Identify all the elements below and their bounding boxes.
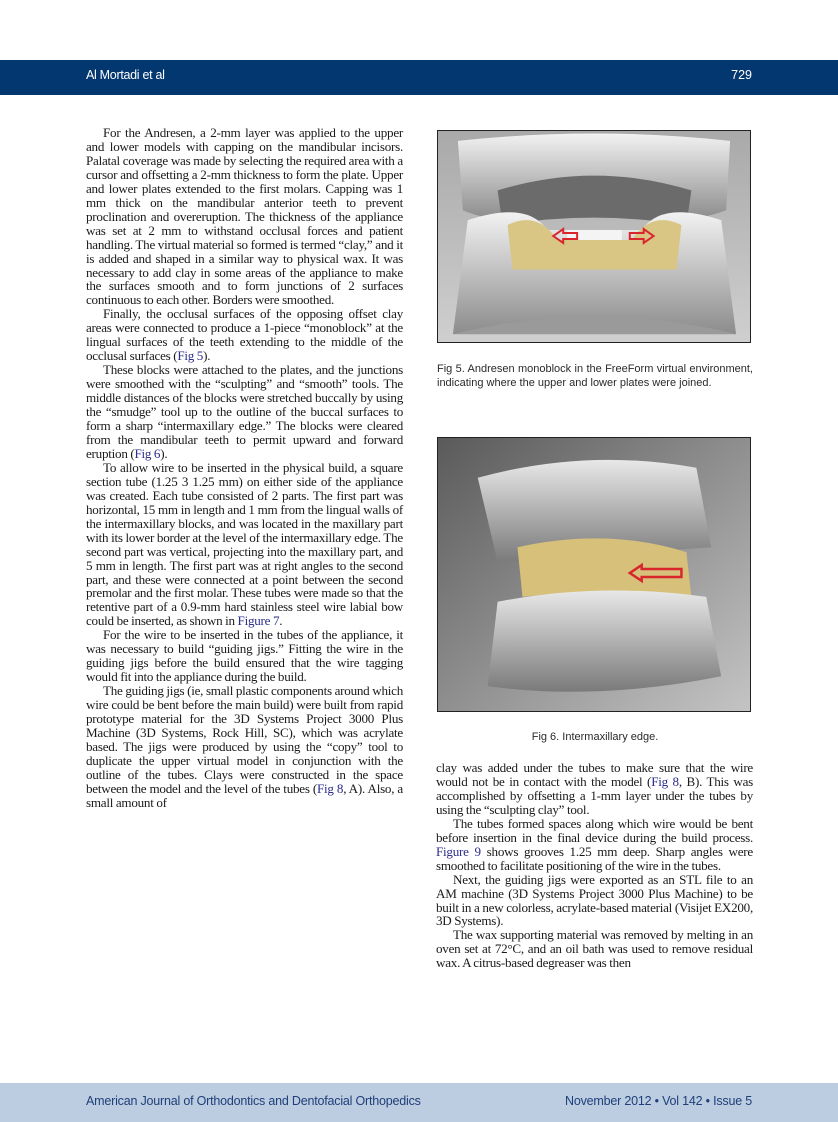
left-column [86,126,403,810]
text: Finally, the occlusal surfaces of the opposing offset clay areas were connected to produce a 1-piece “monoblock” at the lingual surfaces of the teeth extending to the middle of the occlusal surfaces ( [86,306,403,364]
fig8-link[interactable]: Fig 8 [651,773,679,789]
paragraph: The wax supporting material was removed by melting in an oven set at 72°C, and an oil bath was used to remove residual wax. A citrus-based degreaser was then [436,927,753,971]
figure-5-image [437,130,751,343]
paragraph [86,363,403,461]
paragraph: Next, the guiding jigs were exported as an STL file to an AM machine (3D Systems Project 3000 Plus Machine) to be built in a new colorless, acrylate-based material (Visijet EX200, 3D Systems). [436,871,753,929]
paragraph [436,817,753,873]
page-number: 729 [731,68,752,82]
text: . [279,613,283,629]
figure-6-caption: Fig 6. Intermaxillary edge. [531,731,659,743]
journal-name: American Journal of Orthodontics and Dentofacial Orthopedics [86,1094,421,1108]
paragraph: For the wire to be inserted in the tubes of the appliance, it was necessary to build “guiding jigs.” Fitting the wire in the guiding jigs before the build ensured that the wire tagging would fit into the appliance during the build. [86,627,403,685]
paragraph [436,761,753,817]
issue-info: November 2012 • Vol 142 • Issue 5 [565,1094,752,1108]
fig5-link[interactable]: Fig 5 [177,348,204,364]
text: ). [160,445,168,461]
figure9-link[interactable]: Figure 9 [436,843,481,859]
text: shows grooves 1.25 mm deep. Sharp angles were smoothed to facilitate positioning of the wire in the tubes. [436,843,753,873]
fig6-link[interactable]: Fig 6 [134,445,161,461]
paragraph [86,307,403,363]
figure7-link[interactable]: Figure 7 [237,613,280,629]
right-column [436,761,753,970]
text: To allow wire to be inserted in the physical build, a square section tube (1.25 3 1.25 mm) on either side of the appliance was created. Each tube consisted of 2 parts. The first part was horizontal, 15 mm in length and 1 mm from the lingual walls of the intermaxillary blocks, and was located in the maxillary part with its lower border at the level of the intermaxillary edge. The second part was vertical, projecting into the maxillary part, and 5 mm in length. The first part was at right angles to the second part, and these were connected at a point between the second premolar and the first molar. These tubes were made so that the retentive part of a 0.9-mm hard stainless steel wire labial bow could be inserted, as shown in [86,459,403,629]
figure-6-image [437,437,751,712]
running-footer [0,1083,838,1122]
text: , A). Also, a small amount of [86,780,403,810]
text: The tubes formed spaces along which wire would be bent before insertion in the final device during the build process. [436,815,753,845]
text: These blocks were attached to the plates, and the junctions were smoothed with the “sculpting” and “smooth” tools. The middle distances of the blocks were stretched buccally by using the “smudge” tool up to the outline of the buccal surfaces to form a sharp “intermaxillary edge.” The blocks were cleared from the mandibular teeth to permit upward and forward eruption ( [86,362,403,461]
paragraph [86,461,403,628]
paragraph: For the Andresen, a 2-mm layer was applied to the upper and lower models with capping on the mandibular incisors. Palatal coverage was made by selecting the required area with a cursor and offsetting a 2-mm thickness to form the plate. Upper and lower plates extended to the first molars. Capping was 1 mm thick on the mandibular anterior teeth to prevent proclination and overeruption. The thickness of the appliance was set at 2 mm to withstand occlusal forces and patient handling. The virtual material so formed is termed “clay,” and it is added and shaped in a similar way to physical wax. It was necessary to add clay in some areas of the appliance to make the surfaces smooth and to form junctions of 2 surfaces continuous to each other. Borders were smoothed. [86,125,403,308]
running-header [0,60,838,95]
figure-5-caption: Fig 5. Andresen monoblock in the FreeForm virtual environment, indicating where the upper and lower plates were joined. [437,363,753,389]
text: The guiding jigs (ie, small plastic components around which wire could be bent before the main build) were built from rapid prototype material for the 3D Systems Project 3000 Plus Machine (3D Systems, Rock Hill, SC), which was acrylate based. The jigs were produced by using the “copy” tool to duplicate the upper virtual model in conjunction with the outline of the tubes. Clays were constructed in the space between the model and the level of the tubes ( [86,683,403,796]
fig8-link[interactable]: Fig 8 [317,780,344,796]
paragraph [86,684,403,810]
text: clay was added under the tubes to make sure that the wire would not be in contact with the model ( [436,760,753,789]
header-author: Al Mortadi et al [86,68,165,82]
text: , B). This was accomplished by offsetting a 1-mm layer under the tubes by using the “sculpting clay” tool. [436,773,753,817]
text: ). [203,348,211,364]
